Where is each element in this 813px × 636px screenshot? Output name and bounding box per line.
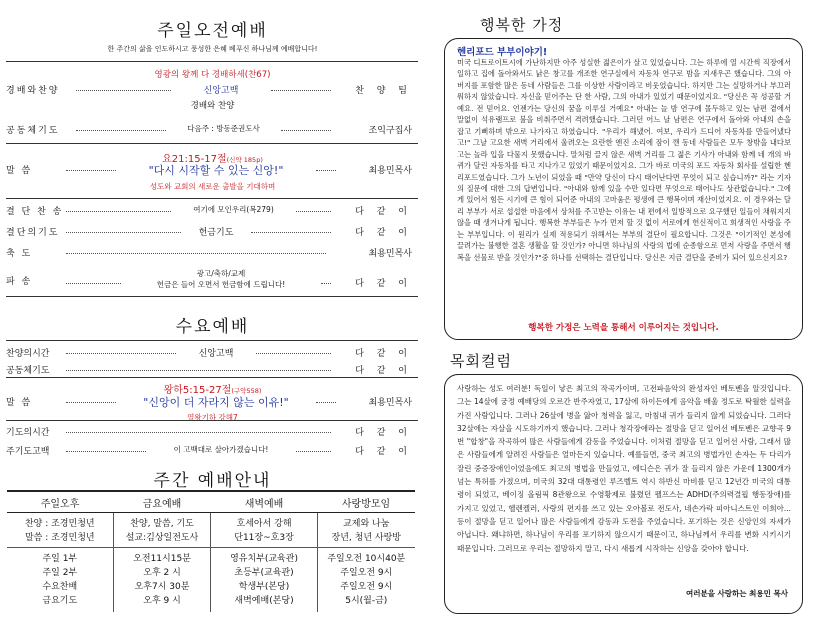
family-article-box xyxy=(444,38,803,340)
table-row: 찬양 : 조경민청년 말씀 : 조경민청년 찬양, 말씀, 기도 설교:김상일전도사 호세아서 강해 단11장~호3장 교제와 나눔 장년, 청년 사랑방 xyxy=(7,513,415,548)
wednesday-row-prayer: 공동체기도 다 같 이 xyxy=(6,361,412,377)
sunday-subtitle: 한 주간의 삶을 인도하시고 풍성한 은혜 베푸신 하나님께 예배합니다! xyxy=(107,45,318,53)
schedule-header: 주일오후 xyxy=(7,491,113,513)
wednesday-row-prayer-time: 기도의시간 다 같 이 xyxy=(6,423,412,439)
divider xyxy=(6,143,418,144)
sunday-row-benediction: 축 도 최용민목사 xyxy=(6,244,412,260)
column-article-box xyxy=(444,374,803,614)
table-row: 주일 1부 주일 2부 수요찬배 금요기도 오전11시15분 오후 2 시 오후7시 30분 오후 9 시 영유치부(교육관) 초등부(교육관) 학생부(본당) 새벽예배(본당) 주일오전 10시40분 주일오전 9시 주일오전 9시 5시(월-금) xyxy=(7,548,415,613)
sunday-title: 주일오전예배 xyxy=(157,21,268,41)
sunday-row-sending: 파 송 광고/축하/교제 헌금은 들어 오면서 헌금함에 드립니다! 다 같 이 xyxy=(6,269,412,289)
divider xyxy=(6,61,418,62)
sunday-praise-sub: 경배와 찬양 xyxy=(190,101,235,111)
divider xyxy=(6,340,418,341)
sunday-row-prayer: 공동체기도 다음주 : 방동준권도사 조익구집사 xyxy=(6,121,412,137)
divider xyxy=(6,296,418,297)
family-section-title: 행복한 가정 xyxy=(480,16,564,34)
schedule-title: 주간 예배안내 xyxy=(153,471,272,491)
family-story-body: 미국 디트로이트시에 가난하지만 아주 성실한 젊은이가 살고 있었습니다. 그는 하루에 열 시간씩 직장에서 일하고 집에 돌아와서도 낡은 창고를 개조한 연구실에서 자동차 연구로 밤을 지새우곤 했습니다. 그의 아버지를 포함한 많은 동네 사람들은 그를 이상한 사람이라고 비웃었습니다. 하지만 그는 실망하거나 부끄러워하지 않았습니다. 자신을 믿어주는 단 한 사람, 그의 아내가 있었기 때문이었지요. "당신은 꼭 성공할 거예요. 전 믿어요. 언젠가는 당신의 꿈을 이루실 거예요" 아내는 늘 밤 연구에 몰두하고 있는 남편 곁에서 말없이 석유램프로 불을 비춰주면서 격려했습니다. 그러던 어느 날 남편은 연구에서 돌아와 아내의 손을 잡고 기뻐하며 밖으로 나가자고 하였습니다. "우리가 해냈어. 여보, 우리가 드디어 자동차를 만들어냈다고!" 그날 고요한 새벽 거리에서 울려오는 요란한 엔진 소리에 잠이 깬 동네 사람들은 모두 창밖을 내다보고는 놀라 입을 다물지 못했습니다. 말처럼 끌지 않은 새벽 거리를 그 젊은 기사가 아내와 함께 네 개의 바퀴가 달린 자동차를 타고 지나가고 있었기 때문이었지요. 그가 바로 미국의 포드 자동차 회사를 설립한 헨리포드였습니다. 그가 노년이 되었을 때 "만약 당신이 다시 태어난다면 무엇이 되고 싶습니까?" 라는 기자의 질문에 대한 그의 답변입니다. "아내와 함께 있을 수만 있다면 무엇으로 태어나도 상관없습니다." 그에게 있어서 힘든 시기에 큰 힘이 되어준 아내의 고마움은 평생에 큰 행복이며 재산이었지요. 이 경우와는 달리 부부가 서로 섭섭한 마음에서 상처를 주고받는 이유는 내 편에서 일방적으로 요구했던 일들이 채워지지 않을 때 생겨나게 됩니다. 행복한 부부들은 누가 먼저 할 것 없이 서로에게 헌신적이고 희생적인 사랑을 주는 부부입니다. 이 원리가 실제 적용되기 위해서는 부부의 결단이 필요합니다. 그것은 "이기적인 본성에 끌려가는 불행한 결혼 생활을 할 것인가? 아니면 하나님의 사랑의 법에 순종함으로 먼저 사랑을 주면서 행복을 선물로 받을 것인가?"중 하나를 선택하는 결단입니다. 당신은 지금 결단을 준비가 되어 있으신지요? xyxy=(457,58,791,262)
sunday-row-praise: 경배와찬양 신앙고백 찬 양 팀 xyxy=(6,81,412,97)
family-closing: 행복한 가정은 노력을 통해서 이루어지는 것입니다. xyxy=(528,323,719,333)
schedule-header: 사랑방모임 xyxy=(317,491,415,513)
wednesday-row-sermon: 말 씀 "신앙이 더 자라지 않는 이유!" 최용민목사 xyxy=(6,393,412,409)
divider xyxy=(6,377,418,378)
sunday-row-sermon: 말 씀 "다시 시작할 수 있는 신앙!" 최용민목사 xyxy=(6,161,412,177)
sunday-scripture: 요21:15-17절(신약 185p) xyxy=(162,154,263,165)
wednesday-row-lords-prayer: 주기도고백 이 고백대로 살아가겠습니다! 다 같 이 xyxy=(6,442,412,458)
schedule-header: 금요예배 xyxy=(113,491,211,513)
schedule-header: 새벽예배 xyxy=(211,491,317,513)
wednesday-sermon-sub: 열왕기하 강해7 xyxy=(187,413,238,422)
sunday-row-decision: 결단의기도 헌금기도 다 같 이 xyxy=(6,223,412,239)
column-body: 사랑하는 성도 여러분! 독일이 낳은 최고의 작곡가이며, 고전파음악의 완성자인 베토벤을 알것입니다. 그는 14살에 궁정 예배당의 오르간 반주자였고, 17살에 하이든에게 음악을 배울 정도로 탁월한 실력을 가진 사람입니다. 그러나 26살에 병을 앓아 청력을 잃고, 마침내 귀가 들리지 않게 되었습니다. 그러다 32살에는 자살을 시도하기까지 했습니다. 그러나 청각장애라는 절망을 딛고 일어선 베토벤은 교향곡 9번 "합창"을 작곡하여 많은 사람들에게 감동을 주었습니다. 이처럼 절망을 딛고 일어선 사람, 그래서 많은 사람들에게 알려진 사람들은 얼마든지 있습니다. 예를들면, 중국 최고의 병법가인 손자는 두 다리가 잘린 중증장애인이었음에도 최고의 병법을 만들었고, 에디슨은 귀가 잘 들리지 않은 가운데 1300개가 넘는 특허를 가졌으며, 미국의 32대 대통령인 루즈벨트 역시 하반신 마비를 딛고 12년간 미국의 대통령이 되었고, 베이징 올림픽 8관왕으로 수영황제로 불렸던 펠프스는 ADHD(주의력결핍 행동장애)를 가지고 있었고, 헬렌켈러, 사랑의 편지를 쓰고 있는 오아볼로 전도사, 네손가락 피아니스트인 이희아...등이 절망을 딛고 일어나 많은 사람들에게 감동과 도전을 주었습니다. 포기하는 것은 신앙인의 자세가 아닙니다. 왜냐하면, 하나님이 우리를 포기하지 않으시기 때문이고, 하나님께서 우리를 변화 시키시기 때문입니다. 그러므로 우리는 절망하지 말고, 다시 새롭게 시작하는 신앙을 갖아야 합니다. xyxy=(457,384,791,553)
sunday-call-hymn: 영광의 왕께 다 경배하세(찬67) xyxy=(154,70,271,80)
wednesday-scripture: 왕하5:15-27절(구약558) xyxy=(163,385,262,396)
sunday-row-hymn: 결 단 찬 송 여기에 모인우리(복279) 다 같 이 xyxy=(6,202,412,218)
wednesday-row-praise: 찬양의시간 신앙고백 다 같 이 xyxy=(6,344,412,360)
divider xyxy=(6,420,418,421)
articles-panel xyxy=(432,0,813,636)
column-section-title: 목회컬럼 xyxy=(450,352,512,370)
sunday-sermon-sub: 성도와 교회의 새로운 출발을 기대하며 xyxy=(149,182,276,191)
wednesday-title: 수요예배 xyxy=(175,317,250,337)
column-signature: 여러분을 사랑하는 최용민 목사 xyxy=(685,589,788,598)
family-story-title: 헨리포드 부부이야기! xyxy=(457,47,548,58)
schedule-table xyxy=(7,490,415,612)
divider xyxy=(6,198,418,199)
